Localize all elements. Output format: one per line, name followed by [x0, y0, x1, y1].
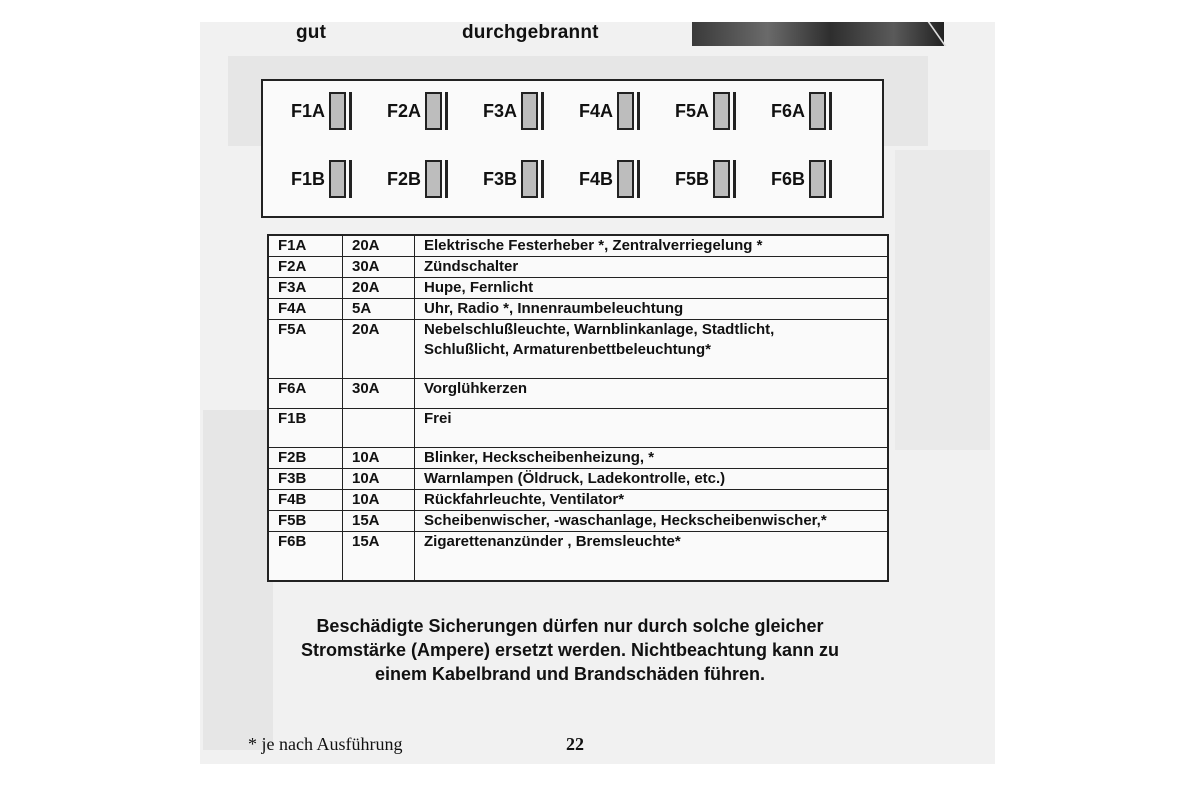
fuse-label: F2A: [386, 100, 421, 121]
fuse-f5a: [657, 92, 736, 130]
table-row: [268, 257, 888, 278]
amperage-cell: 15A: [343, 511, 415, 532]
fuse-id-cell: F4A: [268, 299, 343, 320]
description-cell: [415, 235, 889, 257]
table-row: [268, 235, 888, 257]
description-cell: [415, 299, 889, 320]
fuse-icon: [521, 160, 538, 198]
fuse-label: F6B: [770, 168, 805, 189]
fuse-label: F4A: [578, 100, 613, 121]
fuse-id-cell: F1B: [268, 409, 343, 448]
good-fuse-label: gut: [296, 22, 327, 43]
description-cell: [415, 257, 889, 278]
fuse-id-cell: F3B: [268, 469, 343, 490]
fuse-icon: [713, 92, 730, 130]
fuse-label: F1A: [290, 100, 325, 121]
fuse-label: F5B: [674, 168, 709, 189]
blown-fuse-label: durchgebrannt: [462, 22, 599, 43]
table-row: [268, 511, 888, 532]
fuse-icon: [809, 160, 826, 198]
fuse-f3b: [465, 160, 544, 198]
fuse-slot-icon: [349, 92, 352, 130]
description-line: Zündschalter: [424, 258, 519, 275]
fuse-slot-icon: [733, 160, 736, 198]
description-line: Elektrische Festerheber *, Zentralverriegelung *: [424, 237, 763, 254]
fuse-f4b: [561, 160, 640, 198]
fuse-icon: [425, 160, 442, 198]
fuse-label: F6A: [770, 100, 805, 121]
warning-line-3: einem Kabelbrand und Brandschäden führen.: [374, 664, 766, 684]
fuse-photo: [692, 22, 944, 46]
description-line: Frei: [424, 410, 452, 427]
table-row: [268, 299, 888, 320]
description-line: Vorglühkerzen: [424, 380, 528, 397]
fuse-slot-icon: [541, 160, 544, 198]
description-line: Hupe, Fernlicht: [424, 279, 534, 296]
fuse-id-cell: F4B: [268, 490, 343, 511]
fuse-slot-icon: [445, 92, 448, 130]
fuse-f6a: [753, 92, 832, 130]
fuse-slot-icon: [637, 92, 640, 130]
description-cell: [415, 278, 889, 299]
fuse-icon: [617, 92, 634, 130]
fuse-f5b: [657, 160, 736, 198]
fuse-id-cell: F3A: [268, 278, 343, 299]
fuse-id-cell: F2B: [268, 448, 343, 469]
description-emphasis: Bremsleuchte*: [575, 533, 681, 550]
fuse-f6b: [753, 160, 832, 198]
fuse-icon: [425, 92, 442, 130]
fuse-slot-icon: [637, 160, 640, 198]
footnote: * je nach Ausführung: [248, 734, 403, 754]
fuse-icon: [329, 160, 346, 198]
warning-line-2: Stromstärke (Ampere) ersetzt werden. Nichtbeachtung kann zu: [300, 640, 840, 660]
fuse-id-cell: F5B: [268, 511, 343, 532]
page-number: 22: [566, 734, 584, 754]
description-line: Nebelschlußleuchte, Warnblinkanlage, Stadtlicht,: [424, 321, 775, 338]
fuse-f4a: [561, 92, 640, 130]
description-cell: [415, 490, 889, 511]
description-line: Warnlampen (Öldruck, Ladekontrolle, etc.): [424, 470, 726, 487]
fuse-slot-icon: [829, 160, 832, 198]
table-row: [268, 532, 888, 581]
fuse-assignment-table: [267, 234, 889, 582]
fuse-icon: [617, 160, 634, 198]
description-line: Schlußlicht, Armaturenbettbeleuchtung*: [424, 341, 711, 358]
bleed-through-shade-right: [895, 150, 990, 450]
fuse-label: F4B: [578, 168, 613, 189]
description-line: Uhr, Radio *, Innenraumbeleuchtung: [424, 300, 684, 317]
fuse-f1b: [273, 160, 352, 198]
warning-text: [240, 614, 900, 686]
amperage-cell: 10A: [343, 469, 415, 490]
description-cell: [415, 320, 889, 379]
warning-line-1: Beschädigte Sicherungen dürfen nur durch solche gleicher: [316, 616, 824, 636]
amperage-cell: 30A: [343, 379, 415, 409]
fuse-id-cell: F2A: [268, 257, 343, 278]
amperage-cell: 20A: [343, 278, 415, 299]
amperage-cell: 10A: [343, 448, 415, 469]
fuse-label: F5A: [674, 100, 709, 121]
description-cell: [415, 532, 889, 581]
description-line: Blinker, Heckscheibenheizung, *: [424, 449, 655, 466]
description-cell: [415, 448, 889, 469]
bleed-through-shade-left: [203, 410, 273, 750]
description-line: Rückfahrleuchte, Ventilator*: [424, 491, 625, 508]
amperage-cell: [343, 409, 415, 448]
amperage-cell: 15A: [343, 532, 415, 581]
fuse-slot-icon: [349, 160, 352, 198]
description-line: Scheibenwischer, -waschanlage, Heckscheibenwischer,*: [424, 512, 827, 529]
fuse-box-diagram: [261, 79, 884, 218]
fuse-id-cell: F5A: [268, 320, 343, 379]
fuse-f3a: [465, 92, 544, 130]
fuse-id-cell: F6B: [268, 532, 343, 581]
table-row: [268, 448, 888, 469]
table-row: [268, 320, 888, 379]
amperage-cell: 20A: [343, 235, 415, 257]
table-row: [268, 469, 888, 490]
fuse-icon: [809, 92, 826, 130]
fuse-label: F2B: [386, 168, 421, 189]
fuse-label: F3B: [482, 168, 517, 189]
description-cell: [415, 469, 889, 490]
fuse-slot-icon: [541, 92, 544, 130]
description-text: Zigarettenanzünder ,: [424, 533, 576, 550]
fuse-icon: [713, 160, 730, 198]
table-row: [268, 490, 888, 511]
table-row: [268, 409, 888, 448]
description-cell: [415, 511, 889, 532]
amperage-cell: 20A: [343, 320, 415, 379]
fuse-slot-icon: [445, 160, 448, 198]
amperage-cell: 5A: [343, 299, 415, 320]
fuse-icon: [329, 92, 346, 130]
description-cell: [415, 379, 889, 409]
amperage-cell: 10A: [343, 490, 415, 511]
amperage-cell: 30A: [343, 257, 415, 278]
fuse-id-cell: F6A: [268, 379, 343, 409]
fuse-slot-icon: [733, 92, 736, 130]
table-row: [268, 278, 888, 299]
fuse-label: F1B: [290, 168, 325, 189]
fuse-icon: [521, 92, 538, 130]
fuse-slot-icon: [829, 92, 832, 130]
fuse-label: F3A: [482, 100, 517, 121]
description-cell: [415, 409, 889, 448]
fuse-f2a: [369, 92, 448, 130]
fuse-id-cell: F1A: [268, 235, 343, 257]
table-row: [268, 379, 888, 409]
fuse-f1a: [273, 92, 352, 130]
fuse-f2b: [369, 160, 448, 198]
